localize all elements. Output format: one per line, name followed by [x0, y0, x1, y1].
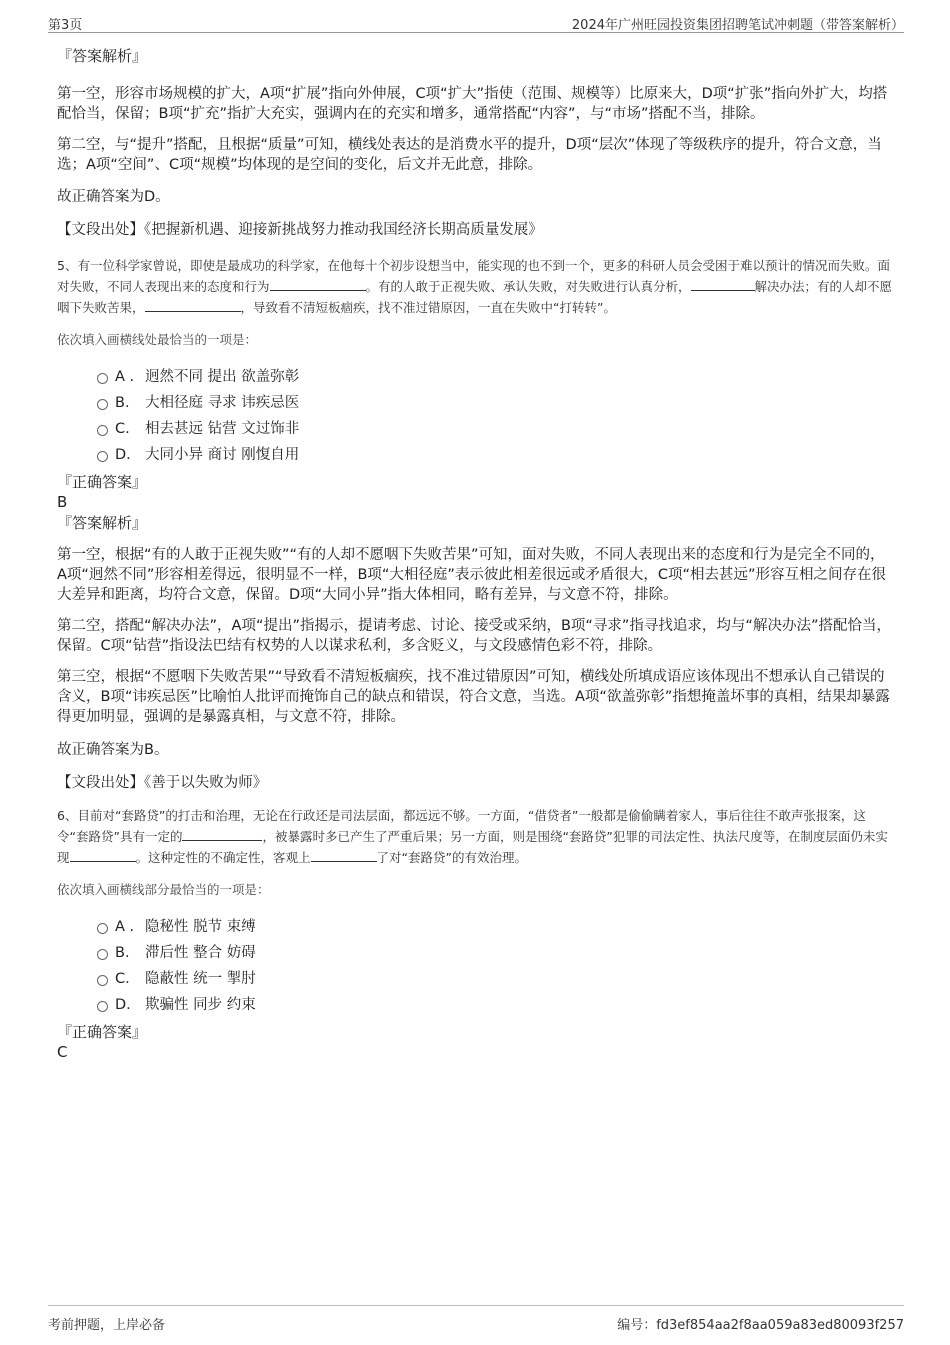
q6-options — [57, 914, 894, 1018]
footer-slogan: 考前押题，上岸必备 — [48, 1318, 166, 1333]
q6-option-d[interactable]: D. 欺骗性 同步 约束 — [57, 992, 894, 1018]
q5-analysis-p2: 第二空，搭配“解决办法”，A项“提出”指揭示，提请考虑、讨论、接受或采纳，B项“寻求”指寻找追求，均与“解决办法”搭配恰当，保留。C项“钻营”指设法巴结有权势的人以谋求私利，多含贬义，与文段感情色彩不符，排除。 — [57, 618, 891, 654]
radio-icon[interactable] — [97, 373, 108, 384]
q6-correct-answer: C — [57, 1043, 68, 1061]
q6-prompt: 依次填入画横线部分最恰当的一项是： — [57, 882, 270, 897]
q4-source: 【文段出处】《把握新机遇、迎接新挑战努力推动我国经济长期高质量发展》 — [57, 222, 543, 238]
q5-source: 【文段出处】《善于以失败为师》 — [57, 775, 268, 791]
q5-stem: 5、有一位科学家曾说，即使是最成功的科学家，在他每十个初步设想当中，能实现的也不到一个，更多的科研人员会受困于难以预计的情况而失败。面对失败，不同人表现出来的态度和行为 。有的人敢于正视失败、承认失败，对失败进行认真分析， 解决办法；有的人却不愿咽下失败苦果， ，导致看不清短板痼疾，找不准过错原因，一直在失败中“打转转”。 — [57, 258, 893, 315]
q6-blank-1 — [182, 828, 262, 841]
radio-icon[interactable] — [97, 399, 108, 410]
q5-analysis-label: 『答案解析』 — [57, 514, 148, 532]
q5-prompt: 依次填入画横线处最恰当的一项是： — [57, 332, 258, 347]
q5-conclusion: 故正确答案为B。 — [57, 742, 169, 758]
page-content — [57, 44, 894, 1062]
q5-correct-answer: B — [57, 493, 68, 511]
q5-correct-label: 『正确答案』 — [57, 473, 148, 491]
radio-icon[interactable] — [97, 975, 108, 986]
radio-icon[interactable] — [97, 923, 108, 934]
page-number: 第3页 — [48, 18, 83, 33]
document-serial: 编号：fd3ef854aa2f8aa059a83ed80093f257 — [617, 1318, 904, 1333]
q5-analysis-p3: 第三空，根据“不愿咽下失败苦果”“导致看不清短板痼疾，找不准过错原因”可知，横线处所填成语应该体现出不想承认自己错误的含义，B项“讳疾忌医”比喻怕人批评而掩饰自己的缺点和错误，符合文意，当选。A项“欲盖弥彰”指想掩盖坏事的真相，结果却暴露得更加明显，强调的是暴露真相，与文意不符，排除。 — [57, 669, 890, 725]
q5-options — [57, 364, 894, 468]
q6-stem: 6、目前对“套路贷”的打击和治理，无论在行政还是司法层面，都远远不够。一方面，“借贷者”一般都是偷偷瞒着家人，事后往往不敢声张报案，这令“套路贷”具有一定的 ，被暴露时多已产生了严重后果；另一方面，则是围绕“套路贷”犯罪的司法定性、执法尺度等，在制度层面仍未实现 。这种定性的不确定性，客观上 了对“套路贷”的有效治理。 — [57, 808, 888, 865]
q4-analysis-p1: 第一空，形容市场规模的扩大，A项“扩展”指向外伸展，C项“扩大”指使（范围、规模等）比原来大，D项“扩张”指向外扩大，均搭配恰当，保留；B项“扩充”指扩大充实，强调内在的充实和增多，通常搭配“内容”，与“市场”搭配不当，排除。 — [57, 86, 888, 122]
q6-option-c[interactable]: C. 隐蔽性 统一 掣肘 — [57, 966, 894, 992]
q5-option-a[interactable]: A . 迥然不同 提出 欲盖弥彰 — [57, 364, 894, 390]
q6-option-a[interactable]: A . 隐秘性 脱节 束缚 — [57, 914, 894, 940]
q6-blank-3 — [311, 849, 377, 862]
q5-blank-2 — [691, 278, 755, 291]
radio-icon[interactable] — [97, 451, 108, 462]
radio-icon[interactable] — [97, 425, 108, 436]
q6-blank-2 — [70, 849, 136, 862]
q5-analysis-p1: 第一空，根据“有的人敢于正视失败”“有的人却不愿咽下失败苦果”可知，面对失败，不同人表现出来的态度和行为是完全不同的，A项“迥然不同”形容相差得远，很明显不一样，B项“大相径庭”表示彼此相差很远或矛盾很大，C项“相去甚远”形容互相之间存在很大差异和距离，均符合文意，保留。D项“大同小异”指大体相同，略有差异，与文意不符，排除。 — [57, 547, 887, 603]
q5-blank-1 — [270, 278, 366, 291]
q5-option-d[interactable]: D. 大同小异 商讨 刚愎自用 — [57, 442, 894, 468]
radio-icon[interactable] — [97, 1001, 108, 1012]
q4-conclusion: 故正确答案为D。 — [57, 189, 170, 205]
q5-blank-3 — [145, 299, 241, 312]
page-header — [48, 12, 904, 33]
radio-icon[interactable] — [97, 949, 108, 960]
document-title: 2024年广州旺园投资集团招聘笔试冲刺题（带答案解析） — [571, 18, 904, 33]
q4-analysis-p2: 第二空，与“提升”搭配，且根据“质量”可知，横线处表达的是消费水平的提升，D项“层次”体现了等级秩序的提升，符合文意，当选；A项“空间”、C项“规模”均体现的是空间的变化，后文并无此意，排除。 — [57, 137, 882, 173]
page-footer — [48, 1305, 904, 1332]
q5-option-b[interactable]: B. 大相径庭 寻求 讳疾忌医 — [57, 390, 894, 416]
q5-option-c[interactable]: C. 相去甚远 钻营 文过饰非 — [57, 416, 894, 442]
q6-option-b[interactable]: B. 滞后性 整合 妨碍 — [57, 940, 894, 966]
q4-analysis-label: 『答案解析』 — [57, 47, 148, 65]
q6-correct-label: 『正确答案』 — [57, 1023, 148, 1041]
